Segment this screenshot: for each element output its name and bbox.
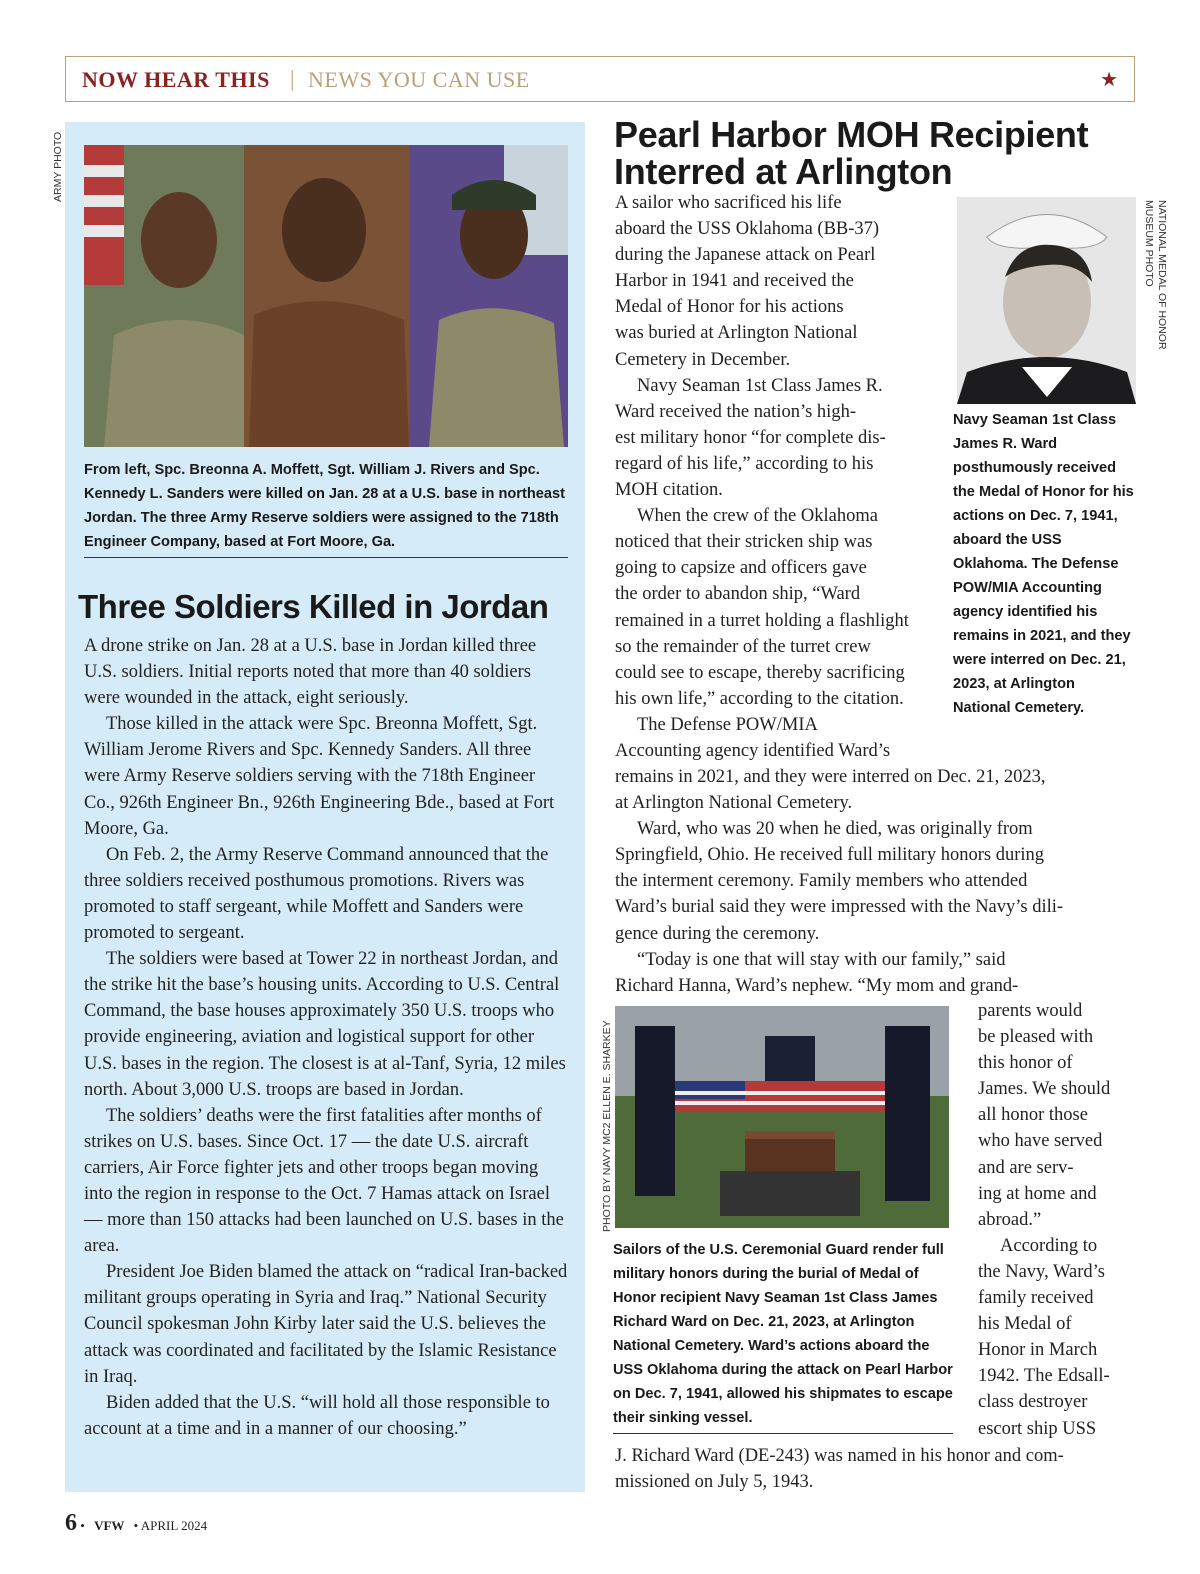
burial-photo-caption: Sailors of the U.S. Ceremonial Guard render full military honors during the burial of Medal of Honor recipient Navy Seaman 1st Class James Richard Ward on Dec. 21, 2023, at Arlington National Cemetery. Ward’s actions aboard the USS Oklahoma during the attack on Pearl Harbor on Dec. 7, 1941, allowed his shipmates to escape their sinking vessel.	[613, 1242, 953, 1426]
section-subtitle: NEWS YOU CAN USE	[308, 67, 530, 92]
photo-credit-nmoh	[1142, 200, 1168, 350]
body-line: class destroyer	[978, 1392, 1088, 1413]
caption-divider	[84, 557, 568, 558]
body-line: J. Richard Ward (DE-243) was named in his honor and com-	[615, 1446, 1064, 1466]
body-line: going to capsize and officers gave	[615, 558, 867, 579]
body-line: family received	[978, 1288, 1094, 1309]
body-line: parents would	[978, 1001, 1083, 1021]
body-line: “Today is one that will stay with our family,” said	[637, 949, 1006, 970]
jordan-paragraph: President Joe Biden blamed the attack on “radical Iran-backed militant groups operating in Syria and Iraq.” National Security Council spokesman John Kirby later said the U.S. believes the attack was coordinated and facilitated by the Islamic Resistance in Iraq.	[84, 1262, 568, 1387]
body-line: was buried at Arlington National	[615, 323, 858, 344]
publication-name: VFW	[94, 1518, 125, 1533]
body-line: Ward received the nation’s high-	[615, 401, 856, 422]
body-line: aboard the USS Oklahoma (BB-37)	[615, 219, 880, 240]
ward-portrait-photo	[957, 197, 1136, 404]
body-line: 1942. The Edsall-	[978, 1366, 1110, 1387]
body-line: escort ship USS	[978, 1418, 1097, 1439]
body-line: est military honor “for complete dis-	[615, 427, 886, 448]
caption-divider	[613, 1433, 953, 1434]
body-line: Richard Hanna, Ward’s nephew. “My mom and grand-	[615, 975, 1019, 996]
body-line: the order to abandon ship, “Ward	[615, 584, 861, 605]
jordan-paragraph: The soldiers were based at Tower 22 in northeast Jordan, and the strike hit the base’s housing units. According to U.S. Central Command, the base houses approximately 350 U.S. troops who provide engineering, aviation and logistical support for other U.S. bases in the region. The closest is at al-Tanf, Syria, 12 miles north. About 3,000 U.S. troops are based in Jordan.	[84, 949, 566, 1100]
body-line: According to	[1000, 1235, 1098, 1256]
jordan-soldiers-photo	[84, 145, 568, 447]
body-line: Honor in March	[978, 1340, 1098, 1361]
body-line: James. We should	[978, 1079, 1111, 1100]
ward-portrait-caption: Navy Seaman 1st Class James R. Ward posthumously received the Medal of Honor for his actions on Dec. 7, 1941, aboard the USS Oklahoma. The Defense POW/MIA Accounting agency identified his remains in 2021, and they were interred on Dec. 21, 2023, at Arlington National Cemetery.	[953, 412, 1134, 716]
ward-article-col-c	[978, 998, 1138, 1442]
photo-credit-line: MUSEUM PHOTO	[1143, 200, 1155, 287]
body-line: Harbor in 1941 and received the	[615, 271, 854, 292]
page-number: 6	[65, 1510, 77, 1536]
body-line: MOH citation.	[615, 480, 723, 501]
body-line: The Defense POW/MIA	[637, 714, 818, 735]
section-header	[65, 56, 1135, 102]
ward-headline-line: Interred at Arlington	[614, 151, 953, 192]
photo-credit-line: NATIONAL MEDAL OF HONOR	[1156, 200, 1168, 350]
burial-ceremony-photo	[615, 1006, 949, 1228]
body-line: the Navy, Ward’s	[978, 1261, 1105, 1282]
body-line: remains in 2021, and they were interred on Dec. 21, 2023,	[615, 767, 1046, 787]
body-line: regard of his life,” according to his	[615, 453, 874, 474]
jordan-photo-caption: From left, Spc. Breonna A. Moffett, Sgt. William J. Rivers and Spc. Kennedy L. Sanders were killed on Jan. 28 at a U.S. base in northeast Jordan. The three Army Reserve soldiers were assigned to the 718th Engineer Company, based at Fort Moore, Ga.	[84, 462, 565, 550]
body-line: Medal of Honor for his actions	[615, 297, 844, 318]
body-line: Ward’s burial said they were impressed with the Navy’s dili-	[615, 897, 1064, 918]
body-line: his Medal of	[978, 1314, 1072, 1335]
body-line: be pleased with	[978, 1027, 1094, 1048]
body-line: Cemetery in December.	[615, 349, 791, 370]
footer-bullet: •	[133, 1518, 139, 1533]
body-line: his own life,” according to the citation.	[615, 688, 904, 709]
body-line: Ward, who was 20 when he died, was originally from	[637, 819, 1033, 840]
ward-article-col-b	[615, 764, 1135, 999]
star-icon: ★	[1100, 69, 1118, 91]
jordan-headline: Three Soldiers Killed in Jordan	[78, 588, 549, 625]
ward-article-col-a	[615, 190, 945, 764]
photo-credit-army: ARMY PHOTO	[52, 131, 64, 202]
body-line: during the Japanese attack on Pearl	[615, 245, 876, 266]
body-line: Navy Seaman 1st Class James R.	[637, 375, 883, 396]
body-line: Springfield, Ohio. He received full military honors during	[615, 845, 1045, 866]
photo-credit-navy: PHOTO BY NAVY MC2 ELLEN E. SHARKEY	[601, 1020, 613, 1232]
body-line: ing at home and	[978, 1183, 1097, 1204]
body-line: A sailor who sacrificed his life	[615, 193, 842, 213]
ward-headline-line: Pearl Harbor MOH Recipient	[614, 114, 1089, 155]
body-line: who have served	[978, 1131, 1103, 1152]
body-line: remained in a turret holding a flashlight	[615, 610, 909, 631]
body-line: all honor those	[978, 1105, 1088, 1126]
section-title: NOW HEAR THIS	[82, 67, 270, 92]
body-line: this honor of	[978, 1053, 1073, 1074]
footer-bullet: •	[80, 1518, 85, 1533]
body-line: at Arlington National Cemetery.	[615, 793, 853, 814]
jordan-paragraph: A drone strike on Jan. 28 at a U.S. base in Jordan killed three U.S. soldiers. Initial reports noted that more than 40 soldiers were wounded in the attack, eight seriously.	[84, 636, 537, 709]
body-line: gence during the ceremony.	[615, 923, 820, 944]
body-line: abroad.”	[978, 1209, 1042, 1230]
body-line: When the crew of the Oklahoma	[637, 506, 878, 527]
jordan-paragraph: Biden added that the U.S. “will hold all those responsible to account at a time and in a manner of our choosing.”	[84, 1392, 550, 1439]
body-line: so the remainder of the turret crew	[615, 636, 871, 657]
page-footer	[65, 1510, 207, 1537]
jordan-article-body	[84, 633, 568, 1442]
jordan-paragraph: The soldiers’ deaths were the first fatalities after months of strikes on U.S. bases. Since Oct. 17 — the date U.S. aircraft carriers, Air Force fighter jets and other troops began moving into the region in response to the Oct. 7 Hamas attack on Israel — more than 150 attacks had been launched on U.S. bases in the area.	[84, 1105, 564, 1257]
body-line: and are serv-	[978, 1157, 1074, 1178]
jordan-paragraph: Those killed in the attack were Spc. Breonna Moffett, Sgt. William Jerome Rivers and Spc. Kennedy Sanders. All three were Army Reserve soldiers serving with the 718th Engineer Co., 926th Engineer Bn., 926th Engineering Bde., based at Fort Moore, Ga.	[84, 714, 555, 839]
ward-headline	[614, 116, 1134, 190]
section-separator: |	[290, 66, 295, 91]
body-line: the interment ceremony. Family members who attended	[615, 871, 1028, 892]
ward-article-col-d	[615, 1443, 1135, 1495]
body-line: missioned on July 5, 1943.	[615, 1472, 814, 1493]
body-line: could see to escape, thereby sacrificing	[615, 662, 905, 683]
issue-date: APRIL 2024	[140, 1518, 208, 1533]
body-line: noticed that their stricken ship was	[615, 532, 873, 553]
jordan-paragraph: On Feb. 2, the Army Reserve Command announced that the three soldiers received posthumous promotions. Rivers was promoted to staff sergeant, while Moffett and Sanders were promoted to sergeant.	[84, 844, 549, 944]
body-line: Accounting agency identified Ward’s	[615, 740, 891, 761]
